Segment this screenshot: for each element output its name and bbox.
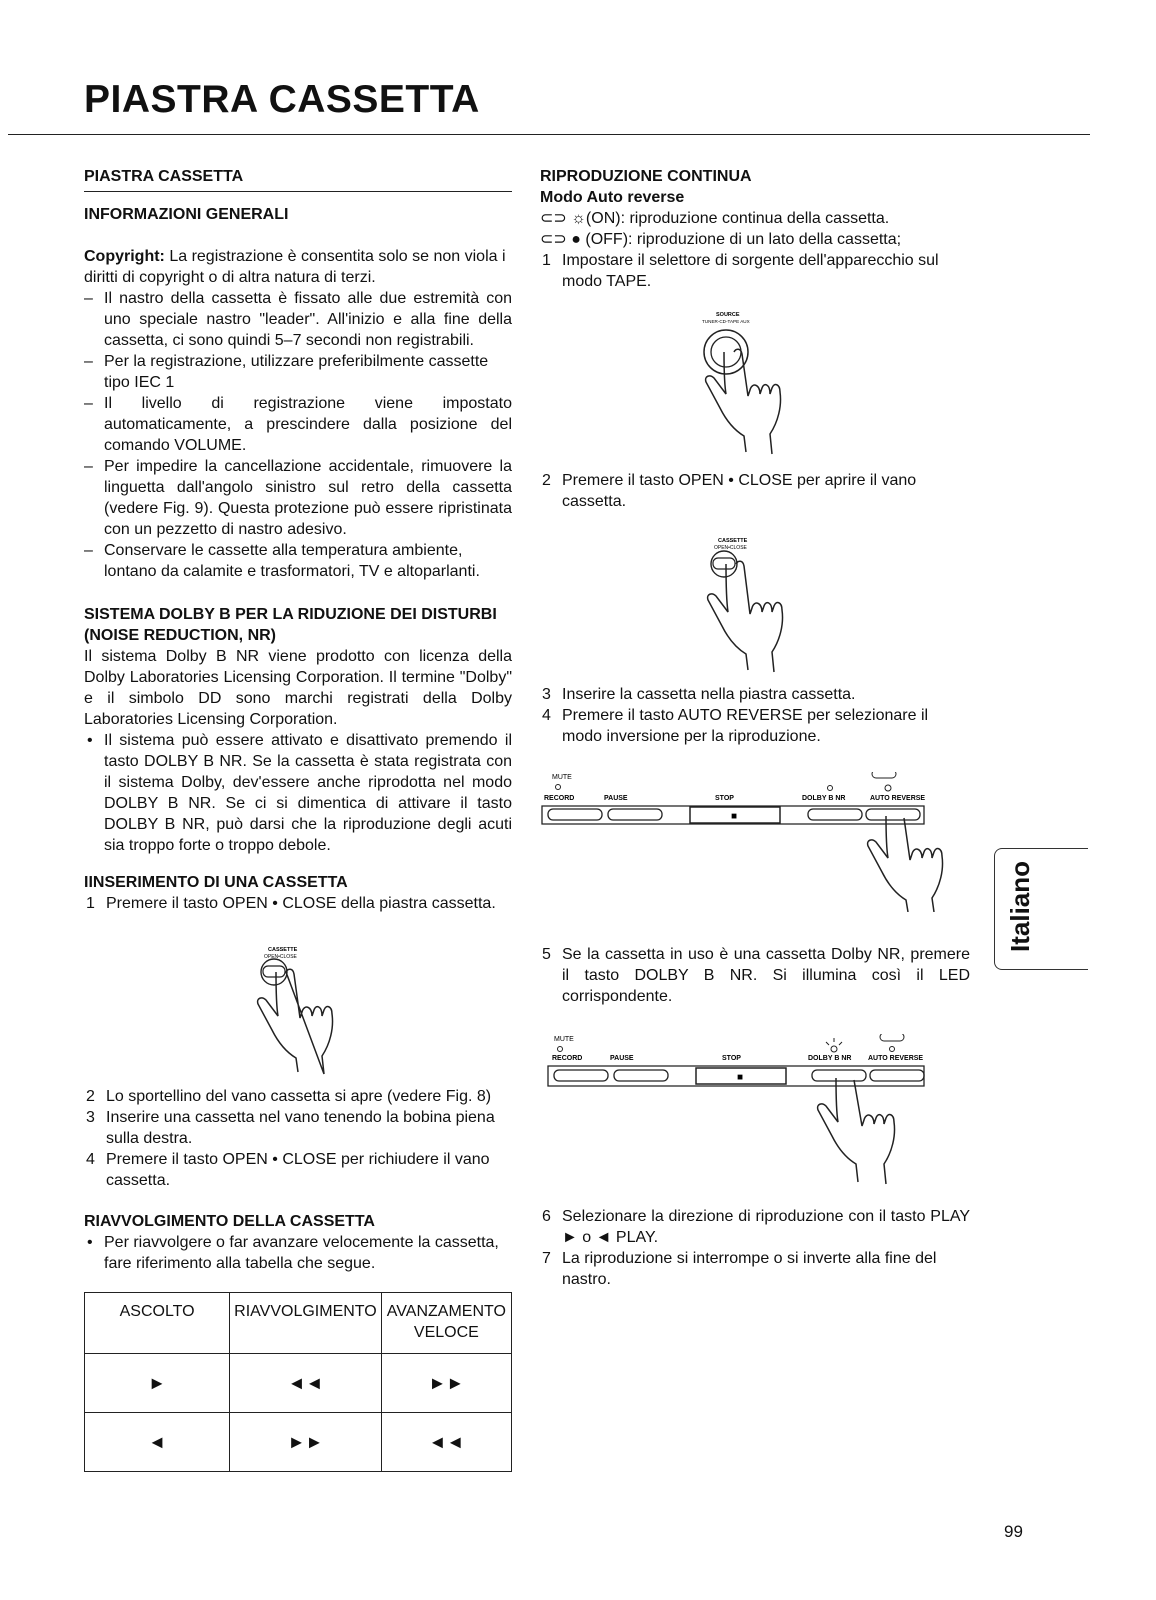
rewind-bullet: • Per riavvolgere o far avanzare velocemente la cassetta, fare riferimento alla tabella che segue. bbox=[84, 1232, 512, 1274]
rewind-table bbox=[84, 1292, 512, 1472]
table-cell: ◄ bbox=[85, 1413, 230, 1472]
off-line bbox=[540, 229, 970, 250]
copyright-text: La registrazione è consentita solo se non viola i diritti di copyright o di altra natura di terzi. bbox=[84, 248, 506, 286]
step-3: 3 Inserire la cassetta nella piastra cassetta. bbox=[542, 686, 856, 703]
step-2: 2 Premere il tasto OPEN • CLOSE per aprire il vano cassetta. bbox=[542, 472, 917, 510]
figure-label: OPEN•CLOSE bbox=[264, 954, 297, 960]
step-text: Premere il tasto AUTO REVERSE per selezionare il modo inversione per la riproduzione. bbox=[562, 707, 929, 745]
page-title: PIASTRA CASSETTA bbox=[84, 78, 480, 121]
insert-section bbox=[84, 872, 512, 914]
table-cell: ◄◄ bbox=[381, 1413, 511, 1472]
step-number: 4 bbox=[86, 1151, 95, 1168]
continuous-heading: RIPRODUZIONE CONTINUA bbox=[540, 168, 752, 185]
section-rule bbox=[84, 191, 512, 192]
step-text: Premere il tasto OPEN • CLOSE della piastra cassetta. bbox=[106, 895, 496, 912]
stop-symbol: ■ bbox=[731, 811, 738, 822]
insert-step-3 bbox=[84, 1107, 512, 1149]
auto-reverse-subheading: Modo Auto reverse bbox=[540, 189, 685, 206]
figure-label: CASSETTE bbox=[718, 538, 748, 544]
copyright-label: Copyright: bbox=[84, 248, 165, 265]
table-cell: ►► bbox=[230, 1413, 382, 1472]
section-title: PIASTRA CASSETTA bbox=[84, 168, 244, 185]
step-7: 7 La riproduzione si interrompe o si inverte alla fine del nastro. bbox=[542, 1250, 937, 1288]
list-item: – Per la registrazione, utilizzare preferibilmente cassette tipo IEC 1 bbox=[84, 351, 512, 393]
step-4: 4 Premere il tasto AUTO REVERSE per selezionare il modo inversione per la riproduzione. bbox=[542, 707, 929, 745]
list-item: – Il nastro della cassetta è fissato alle due estremità con uno speciale nastro "leader". All'inizio e alla fine della cassetta, ci sono quindi 5–7 secondi non registrabili. bbox=[84, 288, 512, 351]
stop-symbol: ■ bbox=[737, 1072, 744, 1083]
list-item: – Conservare le cassette alla temperatura ambiente, lontano da calamite e trasformatori, TV e altoparlanti. bbox=[84, 540, 512, 582]
panel-label: STOP bbox=[715, 795, 734, 802]
page-number: 99 bbox=[1004, 1522, 1023, 1541]
panel-label: DOLBY B NR bbox=[802, 795, 846, 802]
steps-3-4 bbox=[540, 684, 970, 747]
figure-label: SOURCE bbox=[716, 312, 740, 318]
step-text: Impostare il selettore di sorgente dell'apparecchio sul modo TAPE. bbox=[562, 252, 939, 290]
figure-label: TUNER-CD-TAPE AUX bbox=[702, 319, 750, 324]
table-header-ascolto: ASCOLTO bbox=[85, 1293, 230, 1354]
table-header-avanzamento: AVANZAMENTO VELOCE bbox=[381, 1293, 511, 1354]
table-row bbox=[85, 1354, 512, 1413]
title-rule bbox=[8, 134, 1090, 135]
on-text: ☼(ON): riproduzione continua della cassetta. bbox=[571, 210, 890, 227]
step-text: Premere il tasto OPEN • CLOSE per richiudere il vano cassetta. bbox=[106, 1151, 490, 1189]
panel-label: AUTO REVERSE bbox=[870, 795, 926, 802]
step-6: 6 Selezionare la direzione di riproduzione con il tasto PLAY ► o ◄ PLAY. bbox=[542, 1208, 970, 1246]
panel-auto-reverse-figure bbox=[540, 772, 960, 912]
panel-dolby-figure bbox=[540, 1034, 960, 1194]
insert-step-1: 1 Premere il tasto OPEN • CLOSE della piastra cassetta. bbox=[86, 895, 496, 912]
panel-label: PAUSE bbox=[604, 795, 628, 802]
step-text: Se la cassetta in uso è una cassetta Dolby NR, premere il tasto DOLBY B NR. Si illumina così il LED corrispondente. bbox=[562, 946, 970, 1005]
rewind-heading: RIAVVOLGIMENTO DELLA CASSETTA bbox=[84, 1213, 375, 1230]
panel-label: MUTE bbox=[552, 774, 572, 781]
open-close-hand-figure-right bbox=[694, 536, 804, 678]
off-text: ● (OFF): riproduzione di un lato della cassetta; bbox=[571, 231, 902, 248]
panel-label: AUTO REVERSE bbox=[868, 1055, 924, 1062]
step-text: Lo sportellino del vano cassetta si apre (vedere Fig. 8) bbox=[106, 1088, 492, 1105]
panel-label: PAUSE bbox=[610, 1055, 634, 1062]
language-tab-label: Italiano bbox=[1005, 860, 1035, 952]
insert-step-4 bbox=[84, 1149, 512, 1191]
step-2-block bbox=[540, 470, 970, 512]
on-line bbox=[540, 208, 970, 229]
panel-label: RECORD bbox=[552, 1055, 583, 1062]
copyright-paragraph bbox=[84, 246, 512, 288]
panel-label: RECORD bbox=[544, 795, 575, 802]
table-header-row bbox=[85, 1293, 512, 1354]
step-text: Premere il tasto OPEN • CLOSE per aprire il vano cassetta. bbox=[562, 472, 917, 510]
step-text: Inserire la cassetta nella piastra cassetta. bbox=[562, 686, 856, 703]
right-column-top bbox=[540, 166, 970, 292]
table-cell: ◄◄ bbox=[230, 1354, 382, 1413]
step-5-block bbox=[540, 944, 970, 1007]
table-header-riavvolgimento: RIAVVOLGIMENTO bbox=[230, 1293, 382, 1354]
insert-step-2 bbox=[84, 1086, 512, 1107]
insert-heading: IINSERIMENTO DI UNA CASSETTA bbox=[84, 874, 348, 891]
table-cell: ►► bbox=[381, 1354, 511, 1413]
general-heading: INFORMAZIONI GENERALI bbox=[84, 206, 289, 223]
open-close-hand-figure bbox=[236, 944, 356, 1076]
step-text: La riproduzione si interrompe o si inverte alla fine del nastro. bbox=[562, 1250, 937, 1288]
list-item: – Per impedire la cancellazione accidentale, rimuovere la linguetta dall'angolo sinistro sul retro della cassetta (vedere Fig. 9). Questa protezione può essere ripristinata con un pezzetto di nastro adesivo. bbox=[84, 456, 512, 540]
step-5: 5 Se la cassetta in uso è una cassetta Dolby NR, premere il tasto DOLBY B NR. Si illumina così il LED corrispondente. bbox=[542, 946, 970, 1005]
list-item: – Il livello di registrazione viene impostato automaticamente, a prescindere dalla posizione del comando VOLUME. bbox=[84, 393, 512, 456]
table-cell: ► bbox=[85, 1354, 230, 1413]
cassette-loop-icon: ⊂⊃ bbox=[540, 231, 572, 248]
dolby-heading: SISTEMA DOLBY B PER LA RIDUZIONE DEI DISTURBI (NOISE REDUCTION, NR) bbox=[84, 606, 497, 644]
panel-label: DOLBY B NR bbox=[808, 1055, 852, 1062]
figure-label: CASSETTE bbox=[268, 947, 298, 953]
left-column bbox=[84, 166, 512, 856]
step-1: 1 Impostare il selettore di sorgente dell'apparecchio sul modo TAPE. bbox=[542, 252, 939, 290]
panel-label: STOP bbox=[722, 1055, 741, 1062]
cassette-loop-icon: ⊂⊃ bbox=[540, 210, 572, 227]
step-number: 2 bbox=[86, 1088, 95, 1105]
step-text: Selezionare la direzione di riproduzione con il tasto PLAY ► o ◄ PLAY. bbox=[562, 1208, 970, 1246]
panel-label: MUTE bbox=[554, 1036, 574, 1043]
step-text: Inserire una cassetta nel vano tenendo la bobina piena sulla destra. bbox=[106, 1109, 495, 1147]
insert-steps bbox=[84, 1086, 512, 1472]
steps-6-7 bbox=[540, 1206, 970, 1290]
figure-label: OPEN•CLOSE bbox=[714, 545, 747, 551]
table-row bbox=[85, 1413, 512, 1472]
step-number: 3 bbox=[86, 1109, 95, 1126]
dolby-bullet: • Il sistema può essere attivato e disattivato premendo il tasto DOLBY B NR. Se la cassetta è stata registrata con il sistema Dolby, dev'essere anche riprodotta nel modo DOLBY B NR. Se ci si dimentica di attivare il tasto DOLBY B NR, può darsi che la riproduzione degli acuti sia troppo forte o troppo debole. bbox=[84, 730, 512, 856]
dolby-paragraph: Il sistema Dolby B NR viene prodotto con licenza della Dolby Laboratories Licensing Corporation. Il termine "Dolby" e il simbolo DD sono marchi registrati della Dolby Laboratories Licensing Corporation. bbox=[84, 648, 512, 728]
source-knob-figure bbox=[690, 310, 800, 460]
